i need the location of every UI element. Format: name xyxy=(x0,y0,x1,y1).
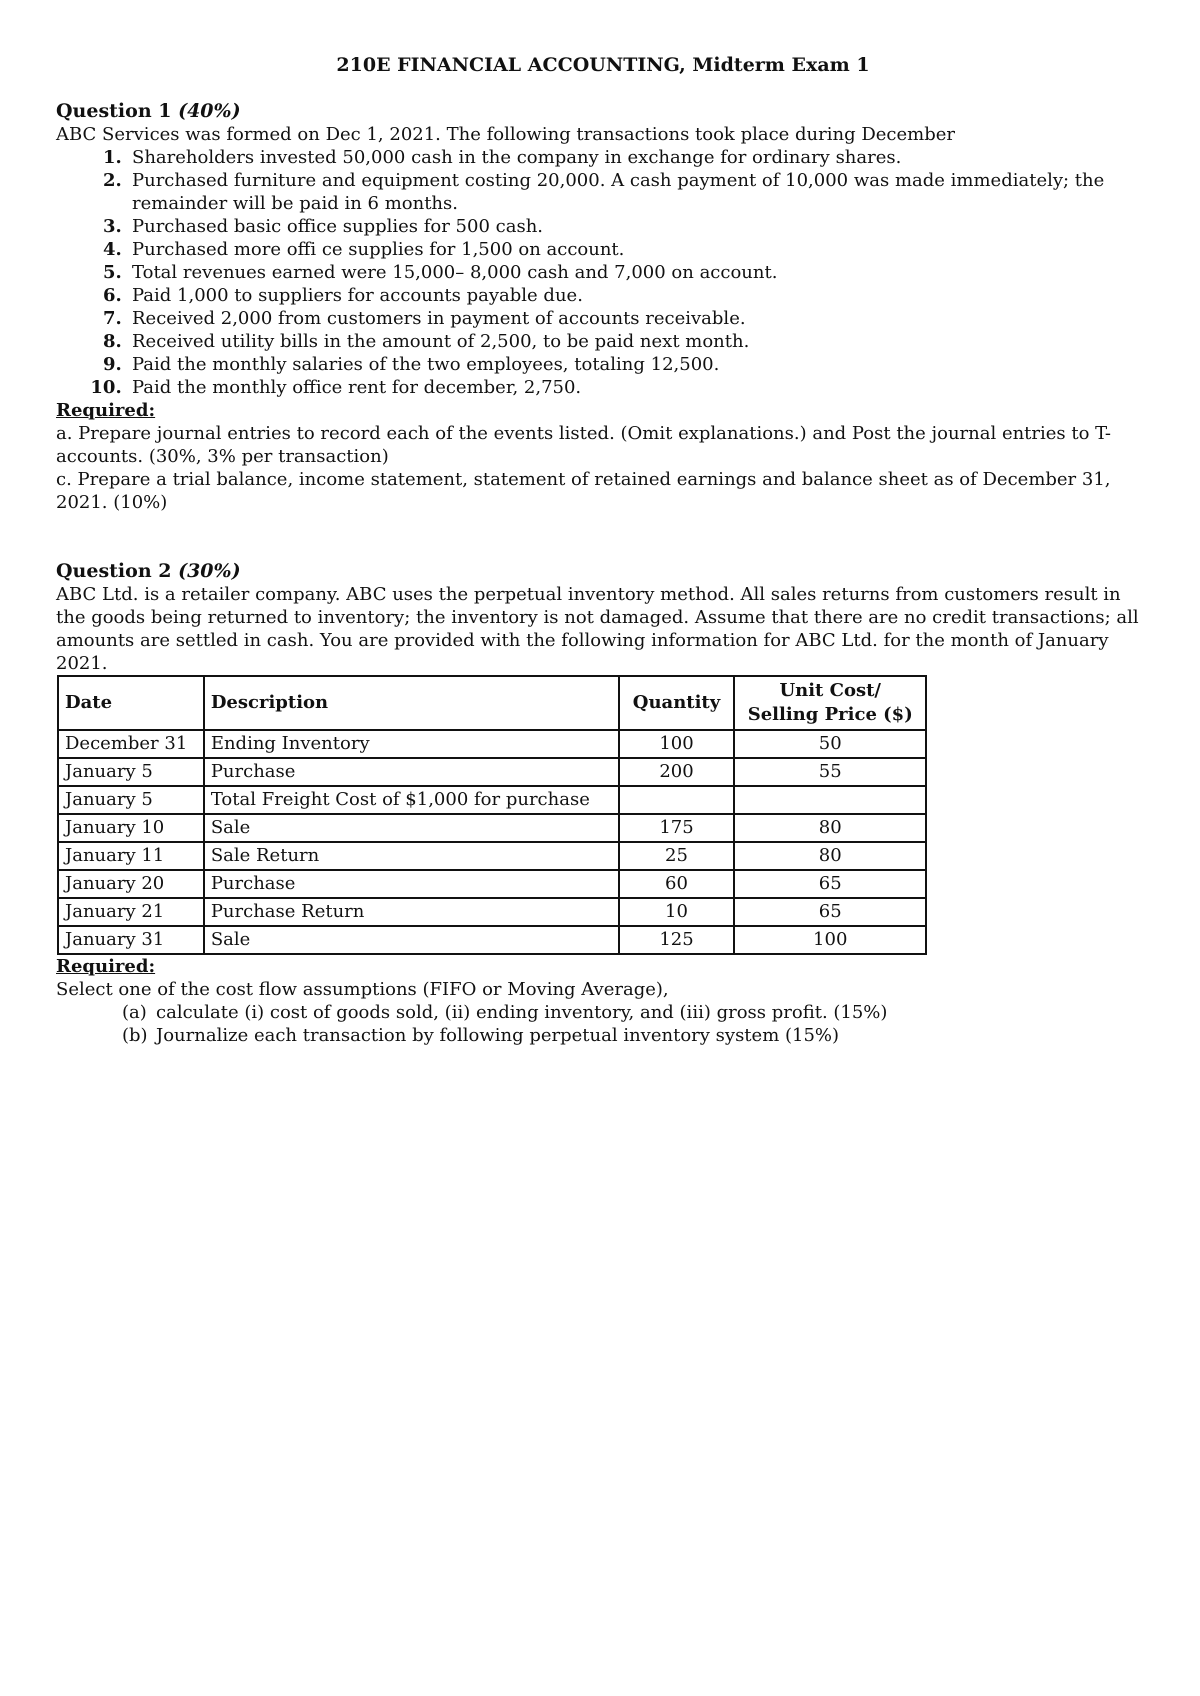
transaction-item: 2. Purchased furniture and equipment costing 20,000. A cash payment of 10,000 was made immediately; the remainder will be paid in 6 months. xyxy=(128,169,1150,215)
table-row xyxy=(58,870,926,898)
table-row xyxy=(58,730,926,758)
header-quantity: Quantity xyxy=(619,676,735,730)
cell-description: Sale xyxy=(204,814,619,842)
cell-quantity: 100 xyxy=(619,730,735,758)
cell-date: January 5 xyxy=(58,786,204,814)
transaction-item: 8. Received utility bills in the amount of 2,500, to be paid next month. xyxy=(128,330,1150,353)
cell-description: Purchase xyxy=(204,758,619,786)
table-row xyxy=(58,786,926,814)
cell-description: Sale xyxy=(204,926,619,954)
cell-quantity: 25 xyxy=(619,842,735,870)
transaction-item: 10. Paid the monthly office rent for december, 2,750. xyxy=(128,376,1150,399)
question-1-requirement-a: a. Prepare journal entries to record each of the events listed. (Omit explanations.) and Post the journal entries to T-accounts. (30%, 3% per transaction) xyxy=(56,423,1111,467)
cell-price: 65 xyxy=(734,870,926,898)
subtask-marker: (a) xyxy=(122,1002,147,1023)
cell-quantity: 175 xyxy=(619,814,735,842)
cell-price: 55 xyxy=(734,758,926,786)
header-unit-cost-line2: Selling Price ($) xyxy=(747,704,913,725)
cell-description: Purchase xyxy=(204,870,619,898)
header-unit-cost-line1: Unit Cost/ xyxy=(779,680,881,701)
transaction-item: 6. Paid 1,000 to suppliers for accounts payable due. xyxy=(128,284,1150,307)
cell-date: January 10 xyxy=(58,814,204,842)
cell-description: Total Freight Cost of $1,000 for purchase xyxy=(204,786,619,814)
question-1-heading xyxy=(56,100,1150,123)
cell-date: January 21 xyxy=(58,898,204,926)
table-row xyxy=(58,842,926,870)
transaction-list xyxy=(56,146,1150,399)
cell-quantity: 60 xyxy=(619,870,735,898)
cell-quantity: 10 xyxy=(619,898,735,926)
cell-description: Sale Return xyxy=(204,842,619,870)
table-row xyxy=(58,758,926,786)
cell-price: 50 xyxy=(734,730,926,758)
subtask-marker: (b) xyxy=(122,1025,148,1046)
transaction-item: 4. Purchased more offi ce supplies for 1,500 on account. xyxy=(128,238,1150,261)
question-1-required-label: Required: xyxy=(56,400,156,421)
question-1-intro: ABC Services was formed on Dec 1, 2021. The following transactions took place during December xyxy=(56,124,956,145)
question-2-intro: ABC Ltd. is a retailer company. ABC uses the perpetual inventory method. All sales returns from customers result in the goods being returned to inventory; the inventory is not damaged. Assume that there are no credit transactions; all amounts are settled in cash. You are provided with the following information for ABC Ltd. for the month of January 2021. xyxy=(56,584,1139,674)
cell-price: 80 xyxy=(734,842,926,870)
cell-price xyxy=(734,786,926,814)
cell-quantity: 125 xyxy=(619,926,735,954)
question-2 xyxy=(56,560,1150,1047)
question-2-required-label: Required: xyxy=(56,956,156,977)
question-2-percent: (30%) xyxy=(178,560,241,582)
exam-title: 210E FINANCIAL ACCOUNTING, Midterm Exam 1 xyxy=(336,54,870,76)
question-1 xyxy=(56,100,1150,514)
cell-date: January 31 xyxy=(58,926,204,954)
table-row xyxy=(58,926,926,954)
cell-date: January 11 xyxy=(58,842,204,870)
transaction-item: 7. Received 2,000 from customers in payment of accounts receivable. xyxy=(128,307,1150,330)
transaction-item: 1. Shareholders invested 50,000 cash in the company in exchange for ordinary shares. xyxy=(128,146,1150,169)
cell-date: January 20 xyxy=(58,870,204,898)
question-1-label: Question 1 xyxy=(56,100,172,122)
cell-price: 100 xyxy=(734,926,926,954)
question-2-required-intro: Select one of the cost flow assumptions (FIFO or Moving Average), xyxy=(56,979,669,1000)
cell-description: Purchase Return xyxy=(204,898,619,926)
question-2-heading xyxy=(56,560,1150,583)
transaction-item: 5. Total revenues earned were 15,000– 8,000 cash and 7,000 on account. xyxy=(128,261,1150,284)
inventory-table xyxy=(57,675,927,955)
cell-date: December 31 xyxy=(58,730,204,758)
transaction-item: 9. Paid the monthly salaries of the two employees, totaling 12,500. xyxy=(128,353,1150,376)
table-header-row xyxy=(58,676,926,730)
subtask-text: calculate (i) cost of goods sold, (ii) ending inventory, and (iii) gross profit. (15%) xyxy=(156,1002,888,1023)
cell-date: January 5 xyxy=(58,758,204,786)
cell-quantity xyxy=(619,786,735,814)
question-1-percent: (40%) xyxy=(178,100,241,122)
cell-description: Ending Inventory xyxy=(204,730,619,758)
header-unit-cost xyxy=(734,676,926,730)
subtask-item xyxy=(122,1001,1150,1024)
header-description: Description xyxy=(204,676,619,730)
table-row xyxy=(58,814,926,842)
cell-quantity: 200 xyxy=(619,758,735,786)
question-2-label: Question 2 xyxy=(56,560,172,582)
question-1-requirement-c: c. Prepare a trial balance, income statement, statement of retained earnings and balance sheet as of December 31, 2021. (10%) xyxy=(56,469,1111,513)
question-2-subtasks xyxy=(56,1001,1150,1047)
section-spacer xyxy=(56,514,1150,560)
cell-price: 65 xyxy=(734,898,926,926)
transaction-item: 3. Purchased basic office supplies for 500 cash. xyxy=(128,215,1150,238)
subtask-item xyxy=(122,1024,1150,1047)
cell-price: 80 xyxy=(734,814,926,842)
header-date: Date xyxy=(58,676,204,730)
table-row xyxy=(58,898,926,926)
subtask-text: Journalize each transaction by following perpetual inventory system (15%) xyxy=(156,1025,840,1046)
